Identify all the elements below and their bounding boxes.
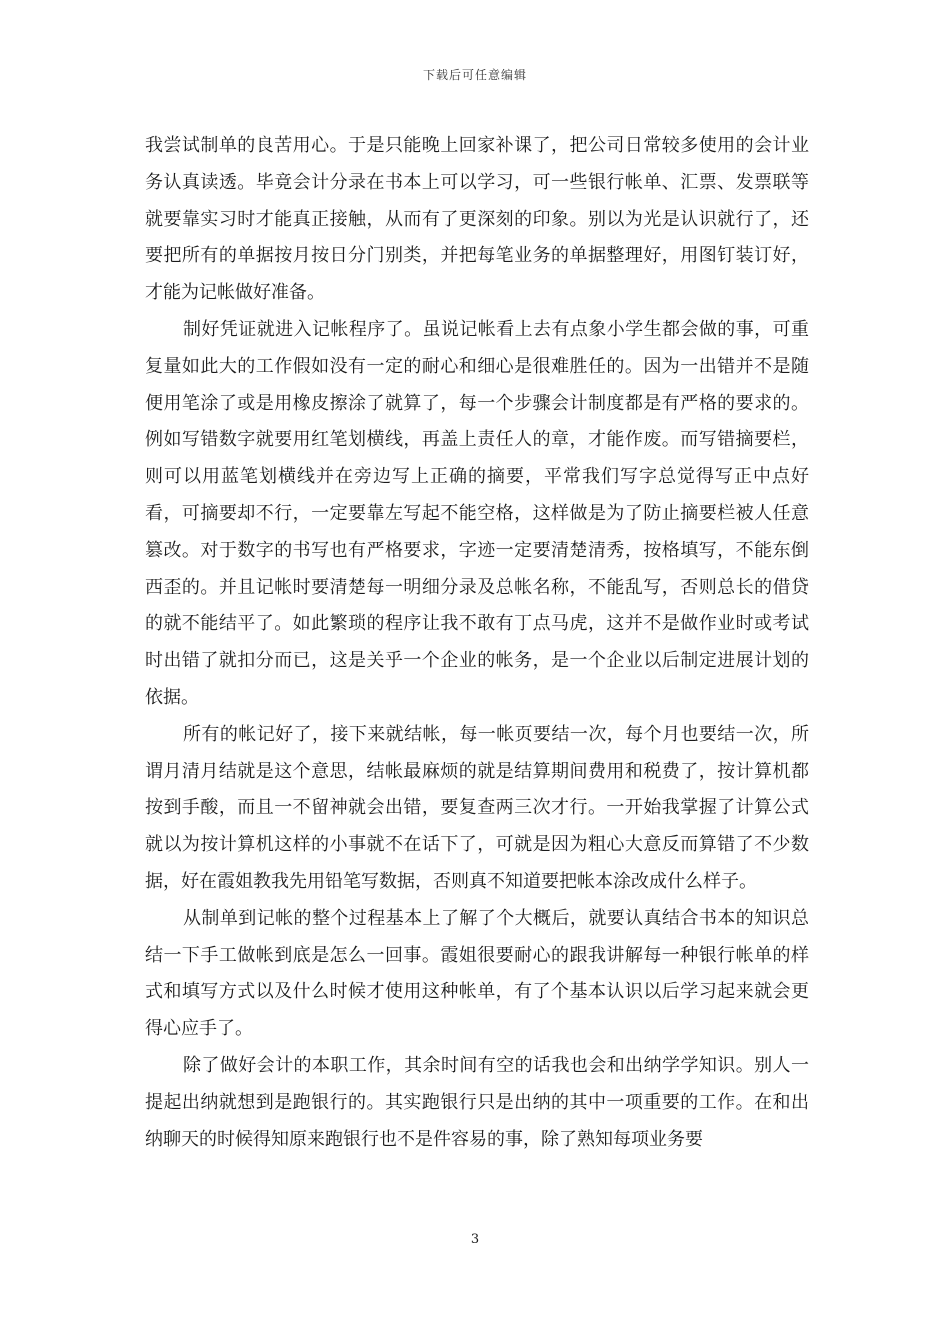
page-header-note: 下载后可任意编辑	[422, 68, 527, 82]
paragraph-5: 除了做好会计的本职工作，其余时间有空的话我也会和出纳学学知识。别人一提起出纳就想到是跑银行的。其实跑银行只是出纳的其中一项重要的工作。在和出纳聊天的时候得知原来跑银行也不是件容易的事，除了熟知每项业务要	[145, 1054, 809, 1150]
paragraph-3: 所有的帐记好了，接下来就结帐，每一帐页要结一次，每个月也要结一次，所谓月清月结就是这个意思，结帐最麻烦的就是结算期间费用和税费了，按计算机都按到手酸，而且一不留神就会出错，要复查两三次才行。一开始我掌握了计算公式就以为按计算机这样的小事就不在话下了，可就是因为粗心大意反而算错了不少数据，好在霞姐教我先用铅笔写数据，否则真不知道要把帐本涂改成什么样子。	[145, 723, 809, 892]
document-body	[145, 128, 809, 1158]
paragraph-2: 制好凭证就进入记帐程序了。虽说记帐看上去有点象小学生都会做的事，可重复量如此大的工作假如没有一定的耐心和细心是很难胜任的。因为一出错并不是随便用笔涂了或是用橡皮擦涂了就算了，每一个步骤会计制度都是有严格的要求的。例如写错数字就要用红笔划横线，再盖上责任人的章，才能作废。而写错摘要栏，则可以用蓝笔划横线并在旁边写上正确的摘要，平常我们写字总觉得写正中点好看，可摘要却不行，一定要靠左写起不能空格，这样做是为了防止摘要栏被人任意篡改。对于数字的书写也有严格要求，字迹一定要清楚清秀，按格填写，不能东倒西歪的。并且记帐时要清楚每一明细分录及总帐名称，不能乱写，否则总长的借贷的就不能结平了。如此繁琐的程序让我不敢有丁点马虎，这并不是做作业时或考试时出错了就扣分而已，这是关乎一个企业的帐务，是一个企业以后制定进展计划的依据。	[145, 318, 809, 708]
paragraph-4: 从制单到记帐的整个过程基本上了解了个大概后，就要认真结合书本的知识总结一下手工做帐到底是怎么一回事。霞姐很要耐心的跟我讲解每一种银行帐单的样式和填写方式以及什么时候才使用这种帐单，有了个基本认识以后学习起来就会更得心应手了。	[145, 907, 809, 1040]
paragraph-1: 我尝试制单的良苦用心。于是只能晚上回家补课了，把公司日常较多使用的会计业务认真读透。毕竟会计分录在书本上可以学习，可一些银行帐单、汇票、发票联等就要靠实习时才能真正接触，从而有了更深刻的印象。别以为光是认识就行了，还要把所有的单据按月按日分门别类，并把每笔业务的单据整理好，用图钉装订好，才能为记帐做好准备。	[145, 135, 809, 304]
page-number: 3	[470, 1232, 480, 1247]
